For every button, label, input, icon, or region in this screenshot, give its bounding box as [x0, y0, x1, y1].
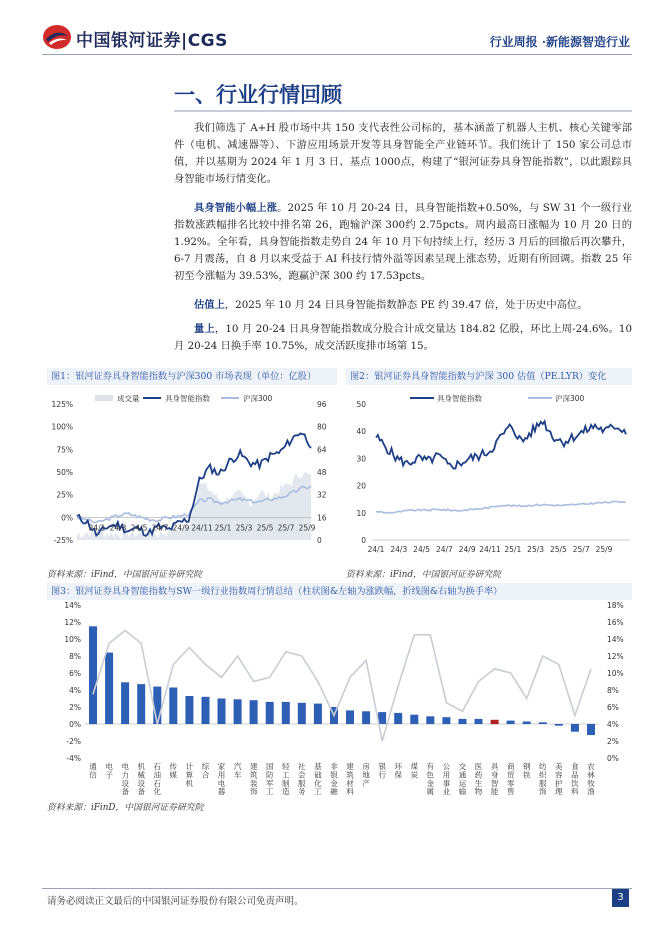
y-left-tick-label: 10%: [64, 635, 81, 644]
x-category-label: 有色金属: [426, 762, 435, 796]
bar: [105, 653, 113, 724]
x-category-label: 轻工制造: [282, 762, 290, 796]
report-type: 行业周报 ·新能源智造行业: [489, 35, 630, 49]
x-category-label: 石油石化: [153, 762, 162, 796]
y-left-tick-label: 50%: [56, 468, 73, 477]
y-tick-label: 50: [356, 400, 366, 409]
series-hs300-pe-line: [376, 501, 626, 513]
figure-3-chart: [47, 600, 632, 796]
section-divider: [174, 110, 632, 112]
bar: [314, 704, 322, 724]
x-tick-label: 24/3: [109, 523, 127, 533]
y-left-tick-label: 8%: [69, 652, 81, 661]
bar: [571, 724, 579, 732]
x-tick-label: 24/9: [172, 523, 190, 533]
y-right-tick-label: 2%: [607, 737, 619, 746]
x-category-label: 商贸零售: [506, 762, 515, 796]
y-right-tick-label: 64: [317, 445, 327, 455]
bar: [587, 724, 595, 735]
bar: [410, 715, 418, 724]
bar: [266, 702, 274, 724]
x-category-label: 建筑装饰: [249, 762, 258, 796]
legend-label: 具身智能指数: [165, 394, 210, 403]
bar: [137, 684, 145, 724]
x-tick-label: 24/1: [88, 523, 106, 533]
bar: [89, 626, 97, 724]
x-tick-label: 25/7: [277, 523, 295, 533]
y-left-tick-label: 0%: [61, 513, 73, 523]
x-tick-label: 24/1: [367, 545, 385, 554]
x-category-label: 汽车: [233, 762, 242, 780]
y-left-tick-label: 125%: [51, 400, 73, 409]
figure-2-caption: 图2：银河证券具身智能指数与沪深 300 估值（PE.LYR）变化: [346, 368, 632, 385]
y-left-tick-label: 6%: [69, 669, 81, 678]
y-right-tick-label: 14%: [607, 635, 624, 644]
x-category-label: 煤炭: [410, 762, 419, 780]
y-left-tick-label: -2%: [66, 737, 81, 746]
page-number: 3: [612, 889, 629, 907]
bar: [394, 713, 402, 724]
x-category-label: 国防军工: [265, 762, 274, 796]
cgs-logo-icon: [42, 24, 72, 50]
figure-1-source: 资料来源：iFind，中国银河证券研究院: [47, 570, 202, 580]
bar: [539, 722, 547, 724]
bar: [234, 699, 242, 724]
figure-2-source: 资料来源：iFind，中国银河证券研究院: [346, 570, 501, 580]
x-category-label: 综合: [201, 762, 210, 780]
x-category-label: 银行: [378, 762, 386, 780]
figure-3-caption: 图3：银河证券具身智能指数与SW一级行业指数周行情总结（柱状图&左轴为涨跌幅，折线图&右轴为换手率）: [47, 583, 632, 600]
y-right-tick-label: 12%: [607, 652, 624, 661]
y-right-tick-label: 32: [317, 490, 327, 500]
y-right-tick-label: 18%: [607, 601, 624, 610]
y-left-tick-label: 2%: [69, 703, 81, 712]
x-category-label: 医药生物: [474, 762, 483, 796]
bar: [298, 703, 306, 724]
bar: [153, 687, 161, 724]
y-right-tick-label: 8%: [607, 686, 619, 695]
y-right-tick-label: 4%: [607, 720, 619, 729]
legend-label: 沪深300: [243, 394, 273, 403]
bar: [523, 722, 531, 725]
bar: [442, 717, 450, 724]
y-right-tick-label: 96: [317, 400, 327, 409]
bar: [378, 712, 386, 724]
legend-label: 沪深300: [555, 394, 585, 403]
y-tick-label: 40: [356, 427, 366, 437]
bar: [346, 710, 354, 724]
paragraph-intro: 我们筛选了 A+H 股市场中共 150 支代表性公司标的，基本涵盖了机器人主机、核心关键零部件（电机、减速器等）、下游应用场景开发等具身智能全产业链环节。我们统计了 150 家公司总市值，并以基期为 2024 年 1 月 3 日、基点 1000点，构建了“银河证券具身智能指数”，以此跟踪具身智能市场行情变化。: [174, 122, 632, 185]
x-category-label: 食品饮料: [571, 762, 579, 796]
x-category-label: 家用电器: [217, 762, 226, 796]
x-category-label: 美容护理: [555, 762, 563, 796]
x-tick-label: 25/3: [235, 523, 253, 533]
x-category-label: 计算机: [185, 762, 194, 788]
logo-text: 中国银河证券|CGS: [76, 31, 228, 51]
y-right-tick-label: 16%: [607, 618, 624, 627]
figure-2-chart: [346, 388, 632, 556]
y-left-tick-label: -25%: [53, 536, 73, 545]
y-left-tick-label: 25%: [56, 490, 73, 500]
y-left-tick-label: 75%: [56, 445, 73, 455]
x-tick-label: 24/11: [479, 545, 501, 554]
footer-divider: [42, 888, 632, 889]
bar: [202, 697, 210, 724]
x-category-label: 电力设备: [121, 762, 129, 796]
x-category-label: 具身智能: [490, 762, 499, 796]
series-turnover-line: [93, 631, 591, 742]
bar: [426, 716, 434, 724]
y-right-tick-label: 48: [317, 468, 327, 477]
y-tick-label: 10: [356, 508, 366, 518]
x-category-label: 非银金融: [330, 762, 338, 796]
x-category-label: 农林牧渔: [587, 762, 595, 796]
x-category-label: 基础化工: [314, 762, 322, 796]
y-right-tick-label: 80: [317, 422, 327, 432]
x-category-label: 电子: [105, 762, 113, 780]
figure-1-chart: [47, 388, 337, 556]
x-category-label: 房地产: [362, 762, 370, 788]
section-title: 一、行业行情回顾: [174, 82, 342, 107]
y-left-tick-label: 12%: [64, 618, 81, 627]
header-divider: [42, 54, 632, 55]
x-category-label: 交通运输: [458, 762, 467, 796]
footer-disclaimer: 请务必阅读正文最后的中国银河证券股份有限公司免责声明。: [47, 896, 304, 907]
y-left-tick-label: 100%: [51, 422, 73, 432]
x-category-label: 机械设备: [137, 762, 145, 796]
y-left-tick-label: 0%: [69, 720, 81, 729]
x-tick-label: 25/9: [298, 523, 316, 533]
y-tick-label: 0: [361, 536, 366, 545]
x-tick-label: 25/7: [572, 545, 590, 554]
y-left-tick-label: 4%: [69, 686, 81, 695]
x-tick-label: 25/1: [214, 523, 232, 533]
y-right-tick-label: 0: [317, 536, 322, 545]
x-tick-label: 24/3: [390, 545, 408, 554]
legend-label: 具身智能指数: [437, 394, 482, 403]
x-tick-label: 24/11: [191, 523, 213, 533]
y-left-tick-label: 14%: [64, 601, 81, 610]
x-tick-label: 25/3: [527, 545, 545, 554]
y-right-tick-label: 16: [317, 513, 327, 523]
bar: [507, 721, 515, 724]
bar: [250, 700, 258, 724]
y-tick-label: 20: [356, 481, 366, 491]
legend-label: 成交量: [117, 394, 140, 403]
x-tick-label: 25/1: [504, 545, 522, 554]
x-category-label: 社会服务: [298, 762, 306, 796]
y-right-tick-label: 6%: [607, 703, 619, 712]
x-category-label: 通信: [89, 762, 97, 780]
x-tick-label: 25/5: [256, 523, 274, 533]
x-category-label: 纺织服饰: [539, 762, 547, 796]
x-category-label: 传媒: [169, 762, 178, 780]
x-category-label: 环保: [394, 762, 402, 780]
x-tick-label: 24/5: [413, 545, 431, 554]
x-category-label: 公用事业: [442, 762, 451, 796]
x-category-label: 钢铁: [522, 762, 531, 780]
figure-3-source: 资料来源：iFinD，中国银河证券研究院: [47, 803, 204, 813]
figure-1-caption: 图1：银河证券具身智能指数与沪深300 市场表现（单位：亿股）: [47, 368, 337, 385]
bar: [459, 719, 467, 724]
bold-lead: 估值上: [194, 299, 225, 311]
bar: [169, 688, 177, 725]
bold-lead: 量上: [194, 323, 215, 335]
bar: [475, 719, 483, 724]
bold-lead: 具身智能小幅上涨: [194, 202, 278, 214]
bar: [555, 724, 563, 726]
x-tick-label: 24/7: [435, 545, 453, 554]
y-right-tick-label: 10%: [607, 669, 624, 678]
bar: [185, 696, 193, 724]
bar: [282, 702, 290, 724]
y-left-tick-label: -4%: [66, 754, 81, 763]
x-tick-label: 25/9: [595, 545, 613, 554]
x-tick-label: 24/5: [130, 523, 148, 533]
x-category-label: 建筑材料: [346, 762, 354, 796]
x-tick-label: 24/9: [458, 545, 476, 554]
paragraph-valuation: 估值上，2025 年 10 月 24 日具身智能指数静态 PE 约 39.47 倍，处于历史中高位。: [194, 299, 588, 311]
bar: [362, 711, 370, 724]
paragraph-performance: 具身智能小幅上涨。2025 年 10 月 20-24 日，具身智能指数+0.50%，与 SW 31 个一级行业指数涨跌幅排名比较中排名第 26，跑输沪深 300约 2.75pcts。周内最高日涨幅为 10 月 20 日的 1.92%。全年看，具身智能指数走势自 24 年 10 月下旬持续上行，经历 3 月后的回撤后再次攀升，6-7 月震荡，自 8 月以来受益于 AI 科技行情外溢等因素呈现上涨态势，近期有所回调。指数 25 年初至今涨幅为 39.53%，跑赢沪深 300 约 17.53pcts。: [174, 202, 632, 282]
x-tick-label: 25/5: [549, 545, 567, 554]
series-embodied-pe-line: [376, 421, 626, 468]
bar: [218, 699, 226, 725]
bar: [121, 682, 129, 724]
page-header: [0, 0, 662, 64]
y-tick-label: 30: [356, 454, 366, 464]
bar: [491, 720, 499, 724]
paragraph-volume: 量上，10 月 20-24 日具身智能指数成分股合计成交量达 184.82 亿股，环比上周-24.6%。10 月 20-24 日换手率 10.75%，成交活跃度排市场第 15。: [174, 323, 632, 352]
y-right-tick-label: 0%: [607, 754, 619, 763]
x-tick-label: 24/7: [151, 523, 169, 533]
